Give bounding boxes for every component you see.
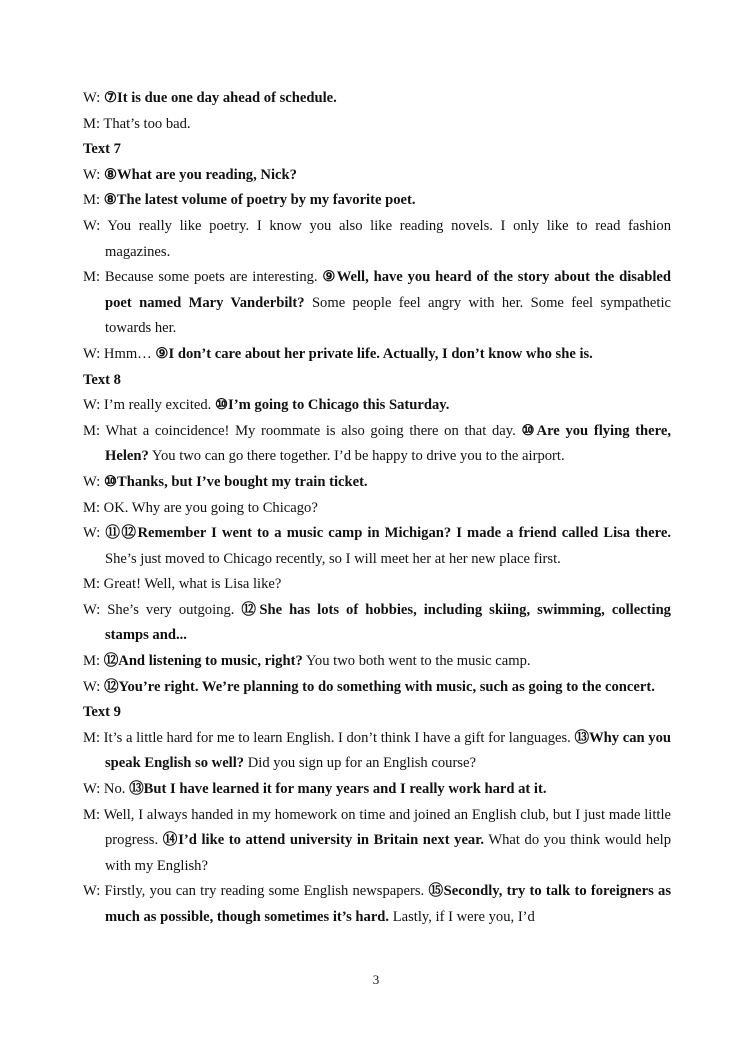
bold-segment: ⑨I don’t care about her private life. Actually, I don’t know who she is. — [155, 345, 593, 362]
text-segment: W: I’m really excited. — [83, 397, 215, 414]
text-segment: Did you sign up for an English course? — [244, 755, 476, 772]
text-segment: M: — [83, 653, 104, 670]
dialogue-line — [83, 188, 671, 214]
dialogue-line — [83, 112, 671, 138]
bold-segment: ⑭I’d like to attend university in Britain next year. — [162, 832, 485, 849]
text-segment: M: Great! Well, what is Lisa like? — [83, 576, 282, 593]
text-segment: M: — [83, 192, 104, 209]
text-segment: What do you think would help with my English? — [105, 832, 672, 874]
text-segment: W: No. — [83, 781, 130, 798]
dialogue-line — [83, 163, 671, 189]
page-number: 3 — [372, 972, 380, 987]
text-segment: W: — [83, 473, 104, 490]
bold-segment: ⑫She has lots of hobbies, including skiing, swimming, collecting stamps and... — [105, 601, 671, 644]
bold-segment: ⑦It is due one day ahead of schedule. — [103, 90, 337, 106]
text-segment: W: — [83, 678, 104, 695]
text-segment: W: — [83, 166, 104, 183]
bold-segment: ⑧What are you reading, Nick? — [103, 166, 297, 183]
bold-segment: Text 8 — [83, 371, 121, 388]
bold-segment: ⑬Why can you speak English so well? — [105, 729, 672, 772]
dialogue-line — [83, 419, 671, 470]
bold-segment: ⑬But I have learned it for many years and I really work hard at it. — [129, 781, 547, 798]
text-segment: Lastly, if I were you, I’d — [389, 909, 535, 925]
text-segment: W: You really like poetry. I know you also like reading novels. I only like to read fashion magazines. — [83, 217, 671, 260]
dialogue-line — [83, 777, 671, 803]
text-segment: W: — [83, 90, 104, 106]
dialogue-line — [83, 879, 671, 930]
dialogue-line — [83, 470, 671, 496]
dialogue-line — [83, 803, 671, 880]
section-heading — [83, 700, 671, 726]
dialogue-line — [83, 649, 671, 675]
bold-segment: ⑫And listening to music, right? — [103, 653, 303, 670]
dialogue-line — [83, 496, 671, 522]
section-heading — [83, 137, 671, 163]
bold-segment: ⑩Thanks, but I’ve bought my train ticket. — [103, 473, 368, 490]
text-segment: W: Hmm… — [83, 345, 156, 362]
text-segment: You two can go there together. I’d be happy to drive you to the airport. — [148, 448, 565, 465]
dialogue-line — [83, 214, 671, 265]
text-segment: You two both went to the music camp. — [302, 653, 531, 670]
bold-segment: Text 7 — [83, 141, 121, 158]
text-segment: W: She’s very outgoing. — [83, 601, 242, 618]
text-segment: M: It’s a little hard for me to learn English. I don’t think I have a gift for languages. — [83, 729, 575, 746]
text-segment: M: Well, I always handed in my homework on time and joined an English club, but I just made little progress. — [83, 806, 671, 849]
text-segment: W: Firstly, you can try reading some English newspapers. — [83, 883, 429, 900]
bold-segment: ⑨Well, have you heard of the story about the disabled poet named Mary Vanderbilt? — [105, 269, 672, 311]
text-segment: W: — [83, 525, 106, 542]
bold-segment: ⑧The latest volume of poetry by my favorite poet. — [103, 192, 416, 209]
text-segment: M: Because some poets are interesting. — [83, 269, 323, 286]
transcript-body — [83, 86, 671, 931]
text-segment: M: That’s too bad. — [83, 115, 191, 132]
bold-segment: ⑩I’m going to Chicago this Saturday. — [214, 397, 450, 414]
dialogue-line — [83, 726, 671, 777]
text-segment: Some people feel angry with her. Some feel sympathetic towards her. — [105, 294, 671, 337]
bold-segment: ⑫You’re right. We’re planning to do something with music, such as going to the concert. — [103, 678, 655, 695]
bold-segment: ⑪⑫Remember I went to a music camp in Michigan? I made a friend called Lisa there. — [105, 525, 671, 542]
dialogue-line — [83, 265, 671, 342]
section-heading — [83, 368, 671, 394]
dialogue-line — [83, 675, 671, 701]
bold-segment: Text 9 — [83, 704, 121, 721]
dialogue-line — [83, 86, 671, 112]
text-segment: She’s just moved to Chicago recently, so I will meet her at her new place first. — [105, 550, 561, 567]
dialogue-line — [83, 572, 671, 598]
text-segment: M: OK. Why are you going to Chicago? — [83, 499, 318, 516]
bold-segment: ⑮Secondly, try to talk to foreigners as much as possible, though sometimes it’s hard. — [105, 883, 671, 925]
dialogue-line — [83, 393, 671, 419]
text-segment: M: What a coincidence! My roommate is also going there on that day. — [83, 422, 522, 439]
dialogue-line — [83, 521, 671, 572]
dialogue-line — [83, 342, 671, 368]
dialogue-line — [83, 598, 671, 649]
bold-segment: ⑩Are you flying there, Helen? — [105, 422, 671, 465]
